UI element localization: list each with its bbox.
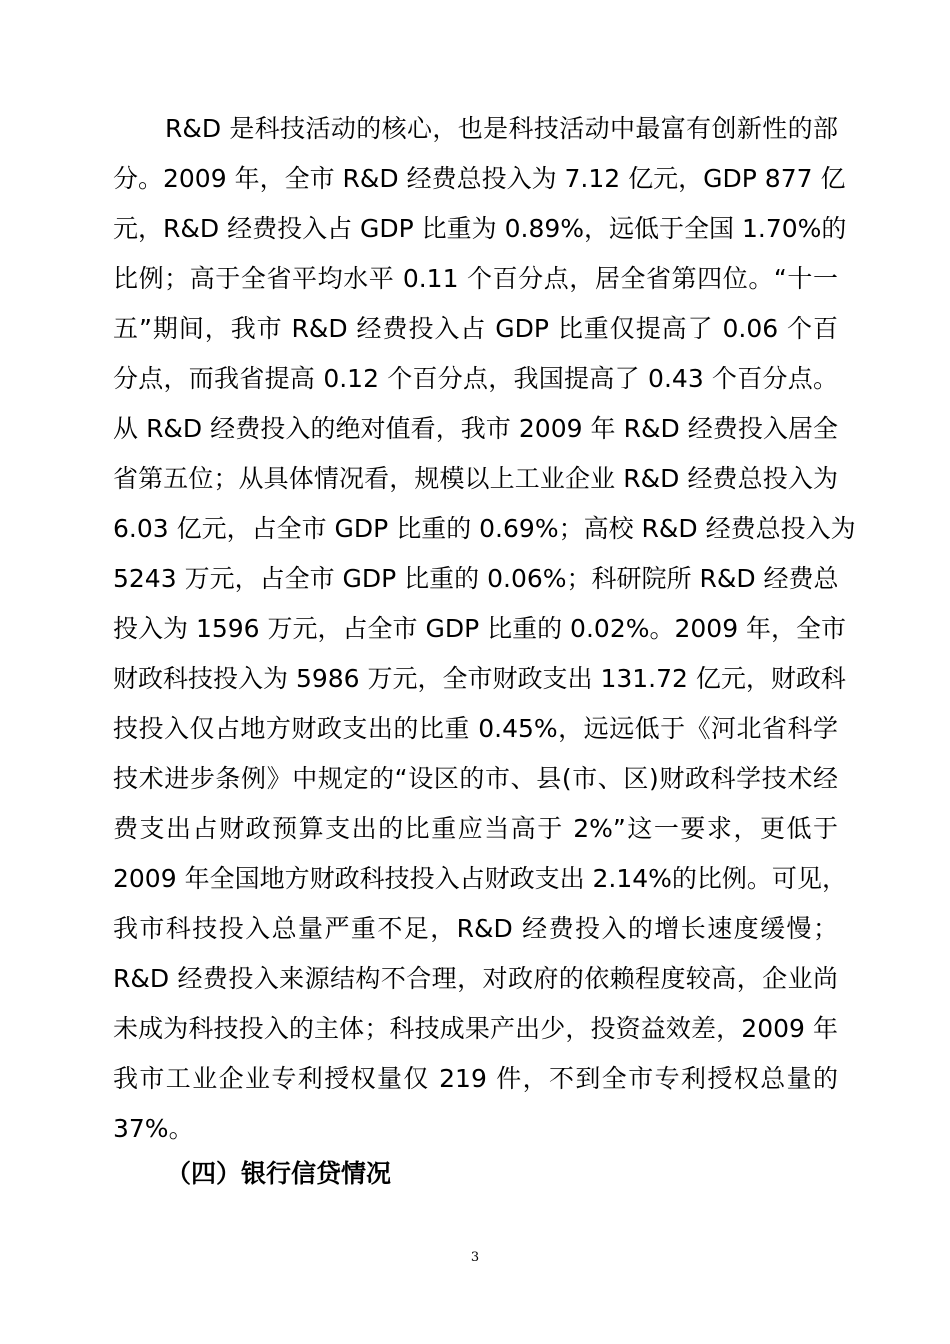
paragraph-line: 2009 年全国地方财政科技投入占财政支出 2.14%的比例。可见， bbox=[113, 864, 847, 893]
paragraph-line: 元，R&D 经费投入占 GDP 比重为 0.89%，远低于全国 1.70%的 bbox=[113, 214, 847, 243]
paragraph-line: 比例；高于全省平均水平 0.11 个百分点，居全省第四位。“十一 bbox=[113, 264, 838, 293]
body-paragraph bbox=[113, 104, 856, 1154]
paragraph-line: 未成为科技投入的主体；科技成果产出少，投资益效差，2009 年 bbox=[113, 1014, 838, 1043]
page-number: 3 bbox=[470, 1250, 480, 1265]
paragraph-line: R&D 经费投入来源结构不合理，对政府的依赖程度较高，企业尚 bbox=[113, 964, 838, 993]
paragraph-line: 技术进步条例》中规定的“设区的市、县(市、区)财政科学技术经 bbox=[113, 764, 838, 793]
paragraph-line: 五”期间，我市 R&D 经费投入占 GDP 比重仅提高了 0.06 个百 bbox=[113, 314, 838, 343]
paragraph-line: 37%。 bbox=[113, 1114, 194, 1143]
section-heading: （四）银行信贷情况 bbox=[166, 1159, 392, 1188]
paragraph-line: 费支出占财政预算支出的比重应当高于 2%”这一要求，更低于 bbox=[113, 814, 838, 843]
paragraph-line: 我市工业企业专利授权量仅 219 件，不到全市专利授权总量的 bbox=[113, 1064, 838, 1093]
paragraph-line: 从 R&D 经费投入的绝对值看，我市 2009 年 R&D 经费投入居全 bbox=[113, 414, 838, 443]
paragraph-line: R&D 是科技活动的核心，也是科技活动中最富有创新性的部 bbox=[165, 114, 838, 143]
paragraph-line: 6.03 亿元，占全市 GDP 比重的 0.69%；高校 R&D 经费总投入为 bbox=[113, 514, 856, 543]
paragraph-line: 财政科技投入为 5986 万元，全市财政支出 131.72 亿元，财政科 bbox=[113, 664, 846, 693]
paragraph-line: 5243 万元，占全市 GDP 比重的 0.06%；科研院所 R&D 经费总 bbox=[113, 564, 839, 593]
paragraph-line: 分点，而我省提高 0.12 个百分点，我国提高了 0.43 个百分点。 bbox=[113, 364, 838, 393]
paragraph-line: 分。2009 年，全市 R&D 经费总投入为 7.12 亿元，GDP 877 亿 bbox=[113, 164, 846, 193]
paragraph-line: 我市科技投入总量严重不足，R&D 经费投入的增长速度缓慢； bbox=[113, 914, 838, 943]
paragraph-line: 投入为 1596 万元，占全市 GDP 比重的 0.02%。2009 年，全市 bbox=[113, 614, 847, 643]
paragraph-line: 技投入仅占地方财政支出的比重 0.45%，远远低于《河北省科学 bbox=[113, 714, 838, 743]
paragraph-line: 省第五位；从具体情况看，规模以上工业企业 R&D 经费总投入为 bbox=[113, 464, 838, 493]
